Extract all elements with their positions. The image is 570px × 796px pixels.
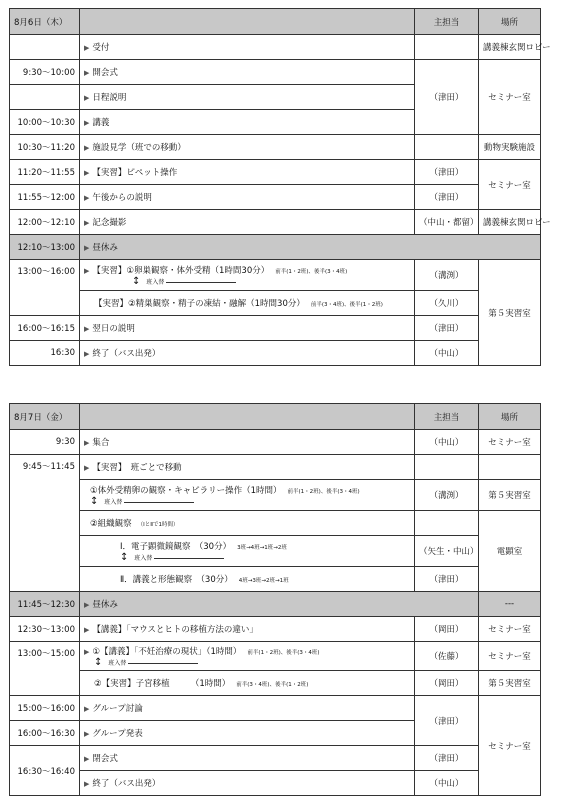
table-row: Ⅱ．講義と形態観察 （30分） 4班→3班→2班→1班 （津田） <box>10 567 541 592</box>
table-row: 16:30〜16:40 ▶ 閉会式 （津田） <box>10 746 541 771</box>
triangle-icon: ▶ <box>84 780 90 788</box>
triangle-icon: ▶ <box>84 439 90 447</box>
swap-arrows-icon: ↕ <box>120 551 129 563</box>
table-row: ▶ 受付 講義棟玄関ロビー <box>10 35 541 60</box>
table-row: 10:00〜10:30 ▶ 講義 <box>10 110 541 135</box>
schedule-table-day1 <box>9 8 551 366</box>
triangle-icon: ▶ <box>84 194 90 202</box>
table-row: 9:30 ▶ 集合 （中山） セミナー室 <box>10 430 541 455</box>
triangle-icon: ▶ <box>84 119 90 127</box>
table-header <box>10 404 541 430</box>
triangle-icon: ▶ <box>84 730 90 738</box>
table-header <box>10 9 541 35</box>
triangle-icon: ▶ <box>84 169 90 177</box>
place-header: 場所 <box>479 404 541 430</box>
triangle-icon: ▶ <box>84 755 90 763</box>
table-row: Ⅰ．電子顕微鏡観察 （30分） 3班→4班→1班→2班 ↕ 班入替 （矢生・中山） <box>10 536 541 567</box>
table-row: ①体外受精卵の観察・キャピラリー操作（1時間） 前半(1・2班)、後半(3・4班) ↕ 班入替 （溝渕） 第５実習室 <box>10 480 541 511</box>
table-row: 11:55〜12:00 ▶ 午後からの説明 （津田） <box>10 185 541 210</box>
swap-arrows-icon: ↕ <box>94 656 103 668</box>
table-row: 13:00〜16:00 ▶ 【実習】①卵巣観察・体外受精（1時間30分） 前半(1・2班)、後半(3・4班) ↕ 班入替 （溝渕） 第５実習室 <box>10 260 541 291</box>
triangle-icon: ▶ <box>84 325 90 333</box>
table-row: 12:00〜12:10 ▶ 記念撮影 （中山・都留） 講義棟玄関ロビー <box>10 210 541 235</box>
date-cell: 8月7日（金） <box>10 404 80 430</box>
triangle-icon: ▶ <box>84 69 90 77</box>
swap-arrows-icon: ↕ <box>90 495 99 507</box>
table-row: 16:00〜16:30 ▶ グループ発表 <box>10 721 541 746</box>
triangle-icon: ▶ <box>84 601 90 609</box>
table-row: 11:20〜11:55 ▶ 【実習】ピペット操作 （津田） セミナー室 <box>10 160 541 185</box>
table-row: 12:30〜13:00 ▶ 【講義】「マウスとヒトの移植方法の違い」 （岡田） セミナー室 <box>10 617 541 642</box>
triangle-icon: ▶ <box>84 626 90 634</box>
swap-arrows-icon: ↕ <box>132 275 141 287</box>
date-cell: 8月6日（木） <box>10 9 80 35</box>
table-row: ▶ 日程説明 <box>10 85 541 110</box>
triangle-icon: ▶ <box>84 244 90 252</box>
triangle-icon: ▶ <box>84 705 90 713</box>
table-row: 13:00〜15:00 ▶ ①【講義】「不妊治療の現状」（1時間） 前半(1・2班)、後半(3・4班) ↕ 班入替 （佐藤） セミナー室 <box>10 642 541 671</box>
triangle-icon: ▶ <box>84 144 90 152</box>
triangle-icon: ▶ <box>84 350 90 358</box>
table-row: ▶ 終了（バス出発） （中山） <box>10 771 541 796</box>
table-row: 12:10〜13:00 ▶ 昼休み <box>10 235 541 260</box>
triangle-icon: ▶ <box>84 647 90 656</box>
triangle-icon: ▶ <box>84 266 90 275</box>
table-row: 【実習】②精巣観察・精子の凍結・融解（1時間30分） 前半(3・4班)、後半(1・2班) （久川） <box>10 291 541 316</box>
triangle-icon: ▶ <box>84 219 90 227</box>
table-row: 9:30〜10:00 ▶ 開会式 （津田） セミナー室 <box>10 60 541 85</box>
triangle-icon: ▶ <box>84 94 90 102</box>
table-row: 11:45〜12:30 ▶ 昼休み --- <box>10 592 541 617</box>
lead-header: 主担当 <box>415 9 479 35</box>
place-header: 場所 <box>479 9 541 35</box>
table-row: 15:00〜16:00 ▶ グループ討論 （津田） セミナー室 <box>10 696 541 721</box>
lead-header: 主担当 <box>415 404 479 430</box>
table-row: 9:45〜11:45 ▶ 【実習】 班ごとで移動 <box>10 455 541 480</box>
schedule-table-day2 <box>9 403 541 796</box>
table-row: ②【実習】子宮移植 （1時間） 前半(3・4班)、後半(1・2班) （岡田） 第５実習室 <box>10 671 541 696</box>
table-row: ②組織観察 （ⅠとⅡで1時間） 電顕室 <box>10 511 541 536</box>
table-row: 16:00〜16:15 ▶ 翌日の説明 （津田） <box>10 316 541 341</box>
triangle-icon: ▶ <box>84 464 90 472</box>
table-row: 16:30 ▶ 終了（バス出発） （中山） <box>10 341 541 366</box>
triangle-icon: ▶ <box>84 44 90 52</box>
table-row: 10:30〜11:20 ▶ 施設見学（班での移動） 動物実験施設 <box>10 135 541 160</box>
